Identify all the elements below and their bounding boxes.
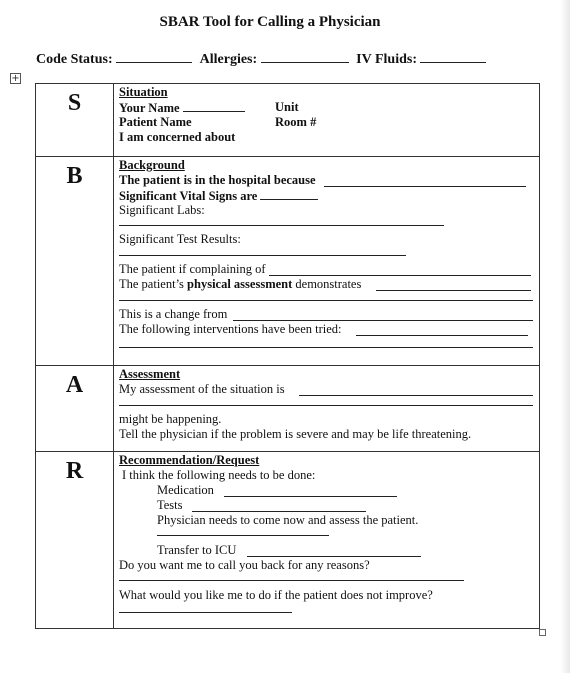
iv-fluids-blank[interactable] [420,50,486,63]
your-name-line [119,100,533,115]
hospital-because-line [119,173,533,188]
page-edge-shadow [560,0,570,673]
background-content [119,158,533,352]
tell-physician-line: Tell the physician if the problem is severe and may be life threatening. [119,427,472,441]
hospital-because-blank[interactable] [324,185,526,187]
change-from-label: This is a change from [119,307,228,321]
medication-line [119,483,533,498]
sbar-table [35,83,540,629]
change-from-blank[interactable] [233,319,533,321]
physical-assessment-bold: physical assessment [187,277,293,291]
test-results-line: Significant Test Results: [119,232,241,246]
complaining-blank[interactable] [269,274,531,276]
test-results-blank-line [119,247,533,262]
interventions-blank[interactable] [356,334,528,336]
code-status-label: Code Status: [36,52,113,67]
test-results-blank[interactable] [119,254,406,256]
transfer-label: Transfer to ICU [157,543,237,557]
assessment-heading: Assessment [119,367,181,381]
concerned-line: I am concerned about [119,130,236,144]
situation-letter: S [36,84,114,156]
might-be-line: might be happening. [119,412,222,426]
table-resize-handle[interactable] [539,629,546,636]
my-assessment-extra-blank[interactable] [119,404,533,406]
assessment-extra-blank[interactable] [119,299,533,301]
my-assessment-label: My assessment of the situation is [119,382,285,396]
interventions-extra-blank[interactable] [119,346,533,348]
labs-blank[interactable] [119,224,444,226]
physician-needs-line: Physician needs to come now and assess the patient. [157,513,419,527]
assessment-extra-blank-line [119,292,533,307]
assessment-row [36,366,539,452]
your-name-blank[interactable] [183,100,245,112]
background-row [36,157,539,366]
your-name-label: Your Name [119,101,180,115]
document-title: SBAR Tool for Calling a Physician [159,14,381,30]
think-line: I think the following needs to be done: [122,468,316,482]
recommendation-heading: Recommendation/Request [119,453,260,467]
room-label: Room # [275,115,317,129]
background-heading: Background [119,158,185,172]
assessment-letter: A [36,366,114,451]
recommendation-content [119,453,533,618]
not-improve-blank[interactable] [119,611,292,613]
iv-fluids-label: IV Fluids: [356,52,417,67]
transfer-blank[interactable] [247,555,421,557]
medication-label: Medication [157,483,214,497]
tests-label: Tests [157,498,183,512]
allergies-blank[interactable] [261,50,349,63]
patient-name-label: Patient Name [119,115,192,129]
situation-content [119,85,533,145]
labs-blank-line [119,218,533,233]
header-fields [36,50,506,68]
physical-assessment-blank[interactable] [376,289,531,291]
call-back-blank-line [119,573,533,588]
assessment-content [119,367,533,442]
patient-name-line [119,115,533,130]
call-back-blank[interactable] [119,579,464,581]
change-from-line [119,307,533,322]
code-status-blank[interactable] [116,50,192,63]
vital-signs-blank[interactable] [260,188,318,200]
tests-line [119,498,533,513]
situation-heading: Situation [119,85,168,99]
labs-line: Significant Labs: [119,203,205,217]
complaining-label: The patient if complaining of [119,262,266,276]
complaining-line [119,262,533,277]
interventions-extra-blank-line [119,337,533,352]
interventions-label: The following interventions have been tried: [119,322,342,336]
situation-row [36,84,539,157]
vital-signs-label: Significant Vital Signs are [119,189,258,203]
recommendation-row [36,452,539,628]
unit-label: Unit [275,100,299,114]
table-move-handle-icon[interactable]: + [11,73,20,84]
physical-assessment-line [119,277,533,292]
physician-needs-blank-line [119,528,533,543]
my-assessment-extra-blank-line [119,397,533,412]
tests-blank[interactable] [192,510,366,512]
vital-signs-line [119,188,533,203]
my-assessment-blank[interactable] [299,394,533,396]
background-letter: B [36,157,114,365]
medication-blank[interactable] [224,495,397,497]
physical-assessment-suffix: demonstrates [292,277,362,291]
not-improve-blank-line [119,603,533,618]
interventions-line [119,322,533,337]
transfer-line [119,543,533,558]
recommendation-letter: R [36,452,114,628]
physician-needs-blank[interactable] [157,534,329,536]
hospital-because-label: The patient is in the hospital because [119,173,316,187]
my-assessment-line [119,382,533,397]
physical-assessment-prefix: The patient’s [119,277,188,291]
allergies-label: Allergies: [199,52,258,67]
not-improve-line: What would you like me to do if the patient does not improve? [119,588,433,602]
call-back-line: Do you want me to call you back for any reasons? [119,558,370,572]
